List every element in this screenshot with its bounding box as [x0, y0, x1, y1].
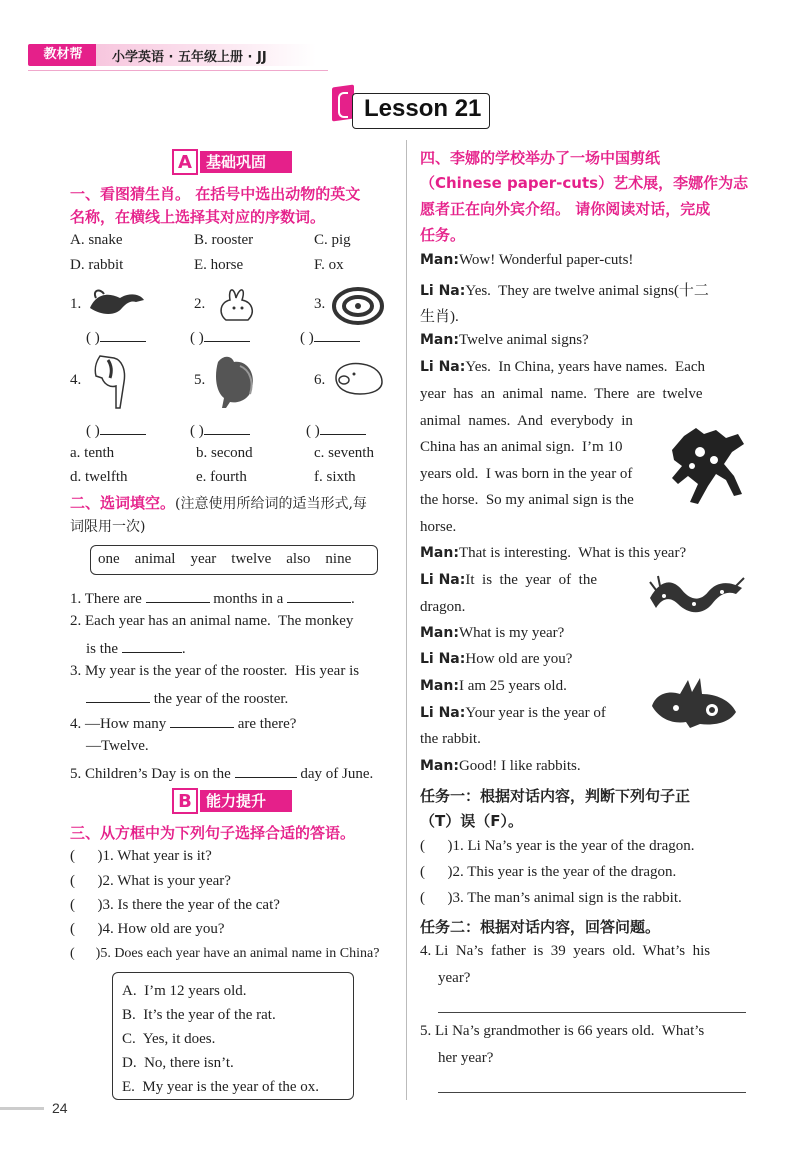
dialogue-line-18 — [420, 705, 606, 722]
speaker: Li Na: — [420, 705, 466, 721]
task1-item-1: ( )1. Li Na’s year is the year of the dragon. — [420, 838, 695, 854]
dialogue-line-19: the rabbit. — [420, 731, 481, 747]
blank-5[interactable] — [204, 420, 250, 435]
dialogue-line-10: the horse. So my animal sign is the — [420, 492, 634, 508]
page-number: 24 — [52, 1100, 68, 1116]
paren-4 — [86, 420, 146, 440]
q2-item-1-b: months in a — [213, 591, 284, 607]
pic-num-4: 4. — [70, 372, 82, 388]
task2-title: 任务二：根据对话内容，回答问题。 — [420, 918, 661, 936]
section-a-letter: A — [172, 149, 198, 175]
pic-num-6: 6. — [314, 372, 326, 388]
speaker: Li Na: — [420, 283, 466, 299]
speaker: Man: — [420, 252, 459, 268]
dialogue-text: Wow! Wonderful paper-cuts! — [458, 252, 634, 268]
task2-q4-line1: 4. Li Na’s father is 39 years old. What’s his — [420, 943, 711, 959]
dialogue-text: Yes. In China, years have names. Each — [465, 359, 706, 375]
q2-item-1-a: 1. There are — [70, 591, 142, 607]
paren-1 — [86, 327, 146, 347]
ordinal-a: a. tenth — [70, 445, 115, 461]
dialogue-line-17 — [420, 678, 567, 695]
q2-blank-1b[interactable] — [287, 588, 351, 603]
option-c: C. pig — [314, 232, 351, 248]
speaker: Man: — [420, 758, 459, 774]
paren-5-text: ( ) — [190, 423, 204, 439]
paren-3-text: ( ) — [300, 330, 314, 346]
dialogue-line-11: horse. — [420, 519, 457, 535]
paren-5 — [190, 420, 250, 440]
horse-picture — [90, 352, 134, 410]
paren-2 — [190, 327, 250, 347]
dialogue-text: How old are you? — [465, 651, 573, 667]
dialogue-line-14: dragon. — [420, 599, 466, 615]
dialogue-line-20 — [420, 758, 581, 775]
task2-q4-line2: year? — [438, 970, 471, 986]
option-e: E. horse — [194, 257, 244, 273]
paren-4-text: ( ) — [86, 423, 100, 439]
dialogue-text: It is the year of the — [465, 572, 597, 588]
pig-picture — [330, 358, 386, 398]
speaker: Li Na: — [420, 572, 466, 588]
dialogue-text: Good! I like rabbits. — [458, 758, 581, 774]
section-b-badge — [172, 788, 294, 814]
speaker: Man: — [420, 678, 459, 694]
q2-item-2-cont-c: . — [181, 641, 186, 657]
rabbit-picture — [212, 284, 268, 324]
option-a: A. snake — [70, 232, 123, 248]
q3-item-3: ( )3. Is there the year of the cat? — [70, 897, 280, 913]
section-b-letter: B — [172, 788, 198, 814]
ordinal-c: c. seventh — [314, 445, 374, 461]
q2-item-4-a: 4. —How many — [70, 716, 167, 732]
task2-q5-line2: her year? — [438, 1050, 494, 1066]
task2-answer-line-4[interactable] — [438, 1012, 746, 1013]
book-icon-detail — [338, 92, 348, 118]
q2-item-1 — [70, 588, 355, 608]
dialogue-line-6: year has an animal name. There are twelve — [420, 386, 703, 402]
ox-picture — [86, 286, 146, 320]
dialogue-line-12 — [420, 545, 686, 562]
dialogue-line-13 — [420, 572, 597, 589]
q2-item-3: 3. My year is the year of the rooster. His year is — [70, 663, 360, 679]
dialogue-line-7: animal names. And everybody in — [420, 413, 633, 429]
blank-3[interactable] — [314, 327, 360, 342]
q4-title-line3: 愿者正在向外宾介绍。 请你阅读对话，完成 — [420, 200, 711, 218]
pic-num-5: 5. — [194, 372, 206, 388]
horse-papercut — [664, 424, 748, 510]
ordinal-e: e. fourth — [196, 469, 247, 485]
section-a-badge — [172, 149, 294, 175]
q2-item-2-cont — [86, 638, 186, 658]
q2-note: (注意使用所给词的适当形式,每 — [175, 496, 367, 512]
speaker: Man: — [420, 545, 459, 561]
q2-note-line2: 词限用一次) — [70, 519, 146, 535]
q2-blank-2[interactable] — [122, 638, 182, 653]
q2-item-4-b: are there? — [237, 716, 297, 732]
dialogue-line-2 — [420, 279, 709, 300]
q2-item-3-cont — [86, 688, 288, 708]
page-number-bar — [0, 1107, 44, 1110]
option-b: B. rooster — [194, 232, 254, 248]
dialogue-line-15 — [420, 625, 564, 642]
dialogue-text: Yes. They are twelve animal signs(十二 — [465, 283, 709, 299]
column-divider — [406, 140, 407, 1100]
q3-item-4: ( )4. How old are you? — [70, 921, 225, 937]
section-b-label: 能力提升 — [200, 790, 292, 812]
q1-title-line2: 名称，在横线上选择其对应的序数词。 — [70, 208, 326, 226]
task2-q5-line1: 5. Li Na’s grandmother is 66 years old. What’s — [420, 1023, 705, 1039]
speaker: Li Na: — [420, 651, 466, 667]
q3-item-2: ( )2. What is your year? — [70, 873, 231, 889]
q2-blank-5[interactable] — [235, 763, 297, 778]
book-title: 小学英语 · 五年级上册 · JJ — [112, 50, 267, 65]
dialogue-line-4 — [420, 332, 589, 349]
q2-item-5-a: 5. Children’s Day is on the — [70, 766, 231, 782]
q2-blank-3[interactable] — [86, 688, 150, 703]
q2-title-line1 — [70, 492, 367, 513]
rooster-picture — [210, 352, 260, 410]
dialogue-text: Your year is the year of — [465, 705, 606, 721]
dialogue-line-5 — [420, 359, 705, 376]
dialogue-line-16 — [420, 651, 572, 668]
q2-item-4-reply: —Twelve. — [86, 738, 149, 754]
paren-6 — [306, 420, 366, 440]
q2-item-2-cont-a: is the — [86, 641, 119, 657]
dialogue-line-1 — [420, 252, 633, 269]
q3-title: 三、从方框中为下列句子选择合适的答语。 — [70, 824, 356, 842]
word-list: one animal year twelve also nine — [98, 551, 352, 567]
dialogue-text: That is interesting. What is this year? — [458, 545, 687, 561]
speaker: Li Na: — [420, 359, 466, 375]
q2-item-3-cont-b: the year of the rooster. — [153, 691, 289, 707]
q2-blank-4[interactable] — [170, 713, 234, 728]
blank-1[interactable] — [100, 327, 146, 342]
section-a-label: 基础巩固 — [200, 151, 292, 173]
q3-item-1: ( )1. What year is it? — [70, 848, 212, 864]
q3-item-5: ( )5. Does each year have an animal name in China? — [70, 946, 380, 961]
q2-item-4 — [70, 713, 296, 733]
q4-title-line1: 四、李娜的学校举办了一场中国剪纸 — [420, 149, 661, 167]
task1-title-line1: 任务一：根据对话内容，判断下列句子正 — [420, 787, 691, 805]
dragon-papercut — [646, 568, 746, 626]
dialogue-line-3: 生肖). — [420, 309, 459, 325]
blank-4[interactable] — [100, 420, 146, 435]
dialogue-line-8: China has an animal sign. I’m 10 — [420, 439, 623, 455]
lesson-title: Lesson 21 — [364, 95, 482, 122]
answer-c: C. Yes, it does. — [122, 1031, 216, 1047]
q2-item-1-c: . — [351, 591, 355, 607]
q4-title-line4: 任务。 — [420, 226, 466, 244]
header-rule — [28, 70, 328, 71]
answer-b: B. It’s the year of the rat. — [122, 1007, 276, 1023]
q1-title-line1: 一、看图猜生肖。 在括号中选出动物的英文 — [70, 185, 361, 203]
dialogue-line-9: years old. I was born in the year of — [420, 466, 633, 482]
pic-num-1: 1. — [70, 296, 82, 312]
dialogue-text: I am 25 years old. — [458, 678, 567, 694]
paren-1-text: ( ) — [86, 330, 100, 346]
rabbit-papercut — [646, 672, 742, 730]
q2-title: 二、选词填空。 — [70, 494, 176, 512]
paren-6-text: ( ) — [306, 423, 320, 439]
q2-blank-1a[interactable] — [146, 588, 210, 603]
answer-e: E. My year is the year of the ox. — [122, 1079, 320, 1095]
dialogue-text: What is my year? — [458, 625, 565, 641]
task2-answer-line-5[interactable] — [438, 1092, 746, 1093]
blank-2[interactable] — [204, 327, 250, 342]
pic-num-2: 2. — [194, 296, 206, 312]
q2-item-5 — [70, 763, 373, 783]
answer-d: D. No, there isn’t. — [122, 1055, 234, 1071]
q4-title-line2: （Chinese paper-cuts）艺术展，李娜作为志 — [420, 174, 749, 192]
ordinal-f: f. sixth — [314, 469, 356, 485]
task1-title-line2: （T）误（F）。 — [420, 812, 523, 830]
task1-item-3: ( )3. The man’s animal sign is the rabbit. — [420, 890, 682, 906]
blank-6[interactable] — [320, 420, 366, 435]
option-d: D. rabbit — [70, 257, 124, 273]
ordinal-b: b. second — [196, 445, 253, 461]
snake-picture — [330, 282, 386, 326]
q2-item-2: 2. Each year has an animal name. The monkey — [70, 613, 354, 629]
option-f: F. ox — [314, 257, 344, 273]
pic-num-3: 3. — [314, 296, 326, 312]
brand-tag: 教材帮 — [28, 44, 98, 66]
speaker: Man: — [420, 332, 459, 348]
task1-item-2: ( )2. This year is the year of the dragon. — [420, 864, 677, 880]
paren-2-text: ( ) — [190, 330, 204, 346]
q2-item-5-b: day of June. — [300, 766, 374, 782]
paren-3 — [300, 327, 360, 347]
dialogue-text: Twelve animal signs? — [458, 332, 589, 348]
ordinal-d: d. twelfth — [70, 469, 128, 485]
speaker: Man: — [420, 625, 459, 641]
answer-a: A. I’m 12 years old. — [122, 983, 247, 999]
